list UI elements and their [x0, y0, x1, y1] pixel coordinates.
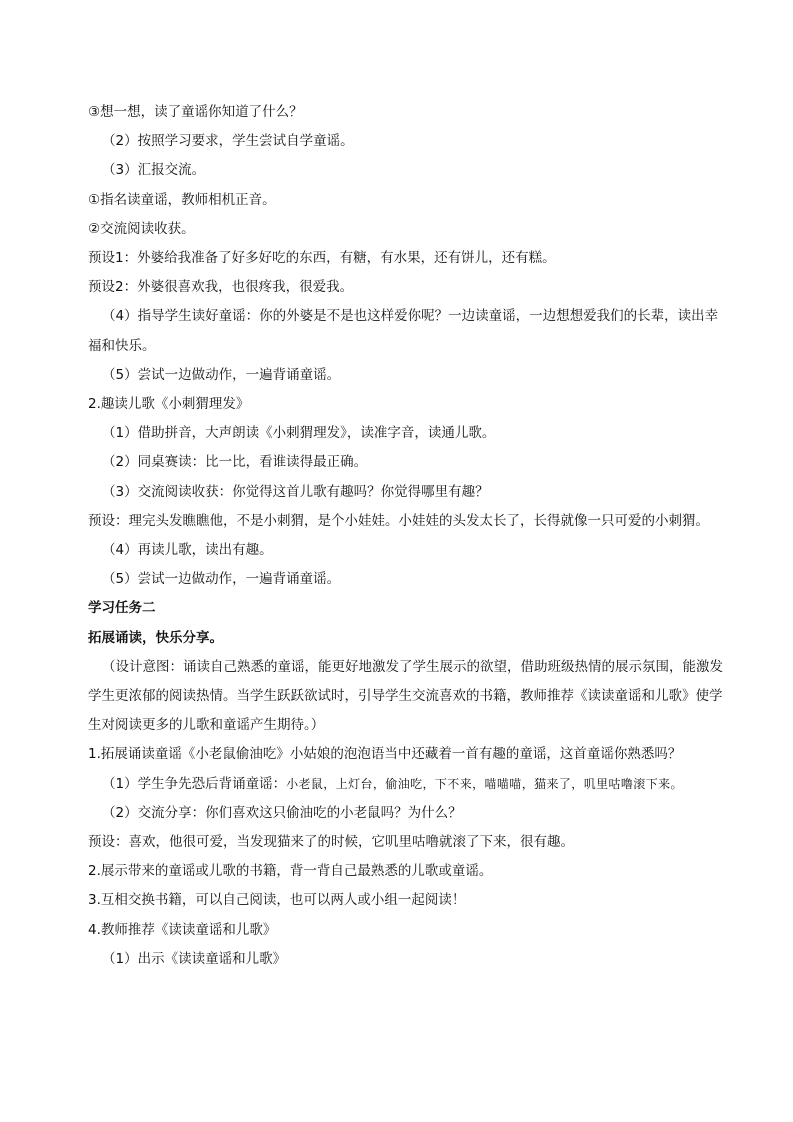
text-line: （3）汇报交流。 [102, 162, 206, 179]
text-line: 预设1：外婆给我准备了好多好吃的东西，有糖，有水果，还有饼儿，还有糕。 [88, 250, 556, 267]
design-intent-paragraph: （设计意图：诵读自己熟悉的童谣，能更好地激发了学生展示的欲望，借助班级热情的展示氛围，能激发学生更浓郁的阅读热情。当学生跃跃欲试时，引导学生交流喜欢的书籍，教师推荐《读读童谣和儿歌》使学生对阅读更多的儿歌和童谣产生期待。） [88, 658, 723, 734]
text-line: （5）尝试一边做动作，一遍背诵童谣。 [102, 571, 341, 588]
text-line: （3）交流阅读收获：你觉得这首儿歌有趣吗？你觉得哪里有趣？ [102, 483, 489, 500]
text-line: ③想一想，读了童谣你知道了什么？ [88, 104, 303, 120]
text-line: （2）交流分享：你们喜欢这只偷油吃的小老鼠吗？为什么？ [102, 804, 462, 821]
text-line: 预设：喜欢，他很可爱，当发现猫来了的时候，它叽里咕噜就滚了下来，很有趣。 [88, 834, 574, 851]
text-line: ②交流阅读收获。 [88, 220, 195, 237]
text-line-lead: （1）学生争先恐后背诵童谣： [102, 775, 287, 792]
text-line: （4）再读儿歌，读出有趣。 [102, 542, 273, 559]
text-line: ①指名读童谣，教师相机正音。 [88, 191, 276, 208]
rhyme-text: 小老鼠，上灯台，偷油吃，下不来，喵喵喵，猫来了，叽里咕噜滚下来。 [286, 776, 683, 791]
text-line: （1）出示《读读童谣和儿歌》 [102, 950, 287, 967]
text-paragraph: （4）指导学生读好童谣：你的外婆是不是也这样爱你呢？一边读童谣，一边想想爱我们的长辈，读出幸福和快乐。 [88, 308, 719, 354]
document-body [88, 98, 724, 974]
text-paragraph: 预设：理完头发瞧瞧他，不是小刺猬，是个小娃娃。小娃娃的头发太长了，长得就像一只可爱的小刺猬。 [88, 512, 709, 529]
text-line: 3.互相交换书籍，可以自己阅读，也可以两人或小组一起阅读！ [88, 892, 466, 909]
task-subtitle: 拓展诵读，快乐分享。 [88, 629, 223, 646]
section-heading: 2.趣读儿歌《小刺猬理发》 [88, 396, 250, 413]
text-line: 预设2：外婆很喜欢我，也很疼我，很爱我。 [88, 279, 354, 296]
text-line: 1.拓展诵读童谣《小老鼠偷油吃》小姑娘的泡泡语当中还藏着一首有趣的童谣，这首童谣你熟悉吗？ [88, 746, 682, 763]
text-line: （2）同桌赛读：比一比，看谁读得最正确。 [102, 454, 368, 471]
text-line [88, 770, 724, 799]
text-line: （1）借助拼音，大声朗读《小刺猬理发》，读准字音，读通儿歌。 [102, 425, 496, 442]
text-line: （2）按照学习要求，学生尝试自学童谣。 [102, 133, 354, 150]
text-line: 4.教师推荐《读读童谣和儿歌》 [88, 921, 277, 938]
text-line: （5）尝试一边做动作，一遍背诵童谣。 [102, 366, 341, 383]
task-title: 学习任务二 [88, 600, 156, 617]
text-line: 2.展示带来的童谣或儿歌的书籍，背一背自己最熟悉的儿歌或童谣。 [88, 863, 493, 880]
